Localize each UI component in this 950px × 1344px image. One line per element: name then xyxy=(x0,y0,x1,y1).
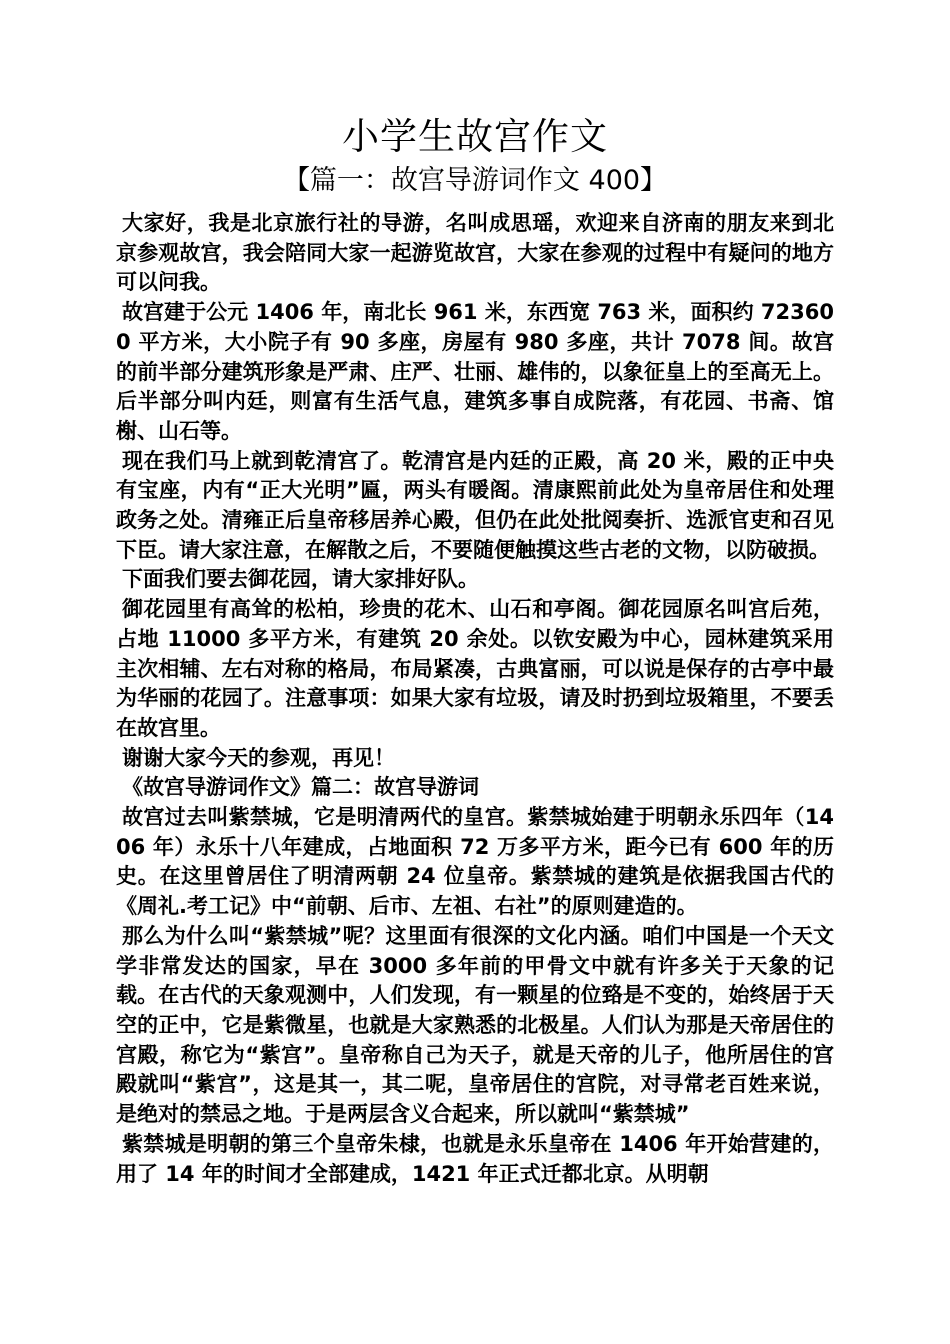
document-subtitle: 【篇一：故宫导游词作文 400】 xyxy=(282,165,668,196)
document-title: 小学生故宫作文 xyxy=(342,115,608,158)
paragraph-farewell: 谢谢大家今天的参观，再见！ xyxy=(122,745,395,770)
document-body xyxy=(116,209,834,1189)
paragraph-section-two-heading: 《故宫导游词作文》篇二：故宫导游词 xyxy=(122,775,479,800)
paragraph-qianqing-palace: 现在我们马上就到乾清宫了。乾清宫是内廷的正殿，高 20 米，殿的正中央有宝座，内有“正大光明”匾，两头有暖阁。清康熙前此处为皇帝居住和处理政务之处。清雍正后皇帝移居养心殿，但仍在此处批阅奏折、选派官吏和召见下臣。请大家注意，在解散之后，不要随便触摸这些古老的文物，以防破损。 xyxy=(116,448,834,562)
paragraph-construction: 故宫建于公元 1406 年，南北长 961 米，东西宽 763 米，面积约 723600 平方米，大小院子有 90 多座，房屋有 980 多座，共计 7078 间。故宫的前半部分建筑形象是严肃、庄严、壮丽、雄伟的，以象征皇上的至高无上。后半部分叫内廷，则富有生活气息，建筑多事自成院落，有花园、书斋、馆榭、山石等。 xyxy=(116,300,834,443)
paragraph-imperial-garden: 御花园里有高耸的松柏，珍贵的花木、山石和亭阁。御花园原名叫宫后苑，占地 11000 多平方米，有建筑 20 余处。以钦安殿为中心，园林建筑采用主次相辅、左右对称的格局，布局紧凑，古典富丽，可以说是保存的古亭中最为华丽的花园了。注意事项：如果大家有垃圾，请及时扔到垃圾箱里，不要丢在故宫里。 xyxy=(116,597,834,740)
paragraph-forbidden-city-history: 故宫过去叫紫禁城，它是明清两代的皇宫。紫禁城始建于明朝永乐四年（1406 年）永乐十八年建成，占地面积 72 万多平方米，距今已有 600 年的历史。在这里曾居住了明清两朝 24 位皇帝。紫禁城的建筑是依据我国古代的《周礼.考工记》中“前朝、后市、左祖、右社”的原则建造的。 xyxy=(116,805,834,919)
paragraph-name-origin: 那么为什么叫“紫禁城”呢？这里面有很深的文化内涵。咱们中国是一个天文学非常发达的国家，早在 3000 多年前的甲骨文中就有许多关于天象的记载。在古代的天象观测中，人们发现，有一颗星的位臵是不变的，始终居于天空的正中，它是紫微星，也就是大家熟悉的北极星。人们认为那是天帝居住的宫殿，称它为“紫宫”。皇帝称自己为天子，就是天帝的儿子，他所居住的宫殿就叫“紫宫”，这是其一，其二呢，皇帝居住的宫院，对寻常老百姓来说，是绝对的禁忌之地。于是两层含义合起来，所以就叫“紫禁城” xyxy=(116,923,834,1127)
paragraph-yongle-emperor: 紫禁城是明朝的第三个皇帝朱棣，也就是永乐皇帝在 1406 年开始营建的，用了 14 年的时间才全部建成，1421 年正式迁都北京。从明朝 xyxy=(116,1131,834,1186)
paragraph-greeting: 大家好，我是北京旅行社的导游，名叫成思瑶，欢迎来自济南的朋友来到北京参观故宫，我会陪同大家一起游览故宫，大家在参观的过程中有疑问的地方可以问我。 xyxy=(116,211,834,295)
paragraph-to-garden: 下面我们要去御花园，请大家排好队。 xyxy=(122,567,479,592)
